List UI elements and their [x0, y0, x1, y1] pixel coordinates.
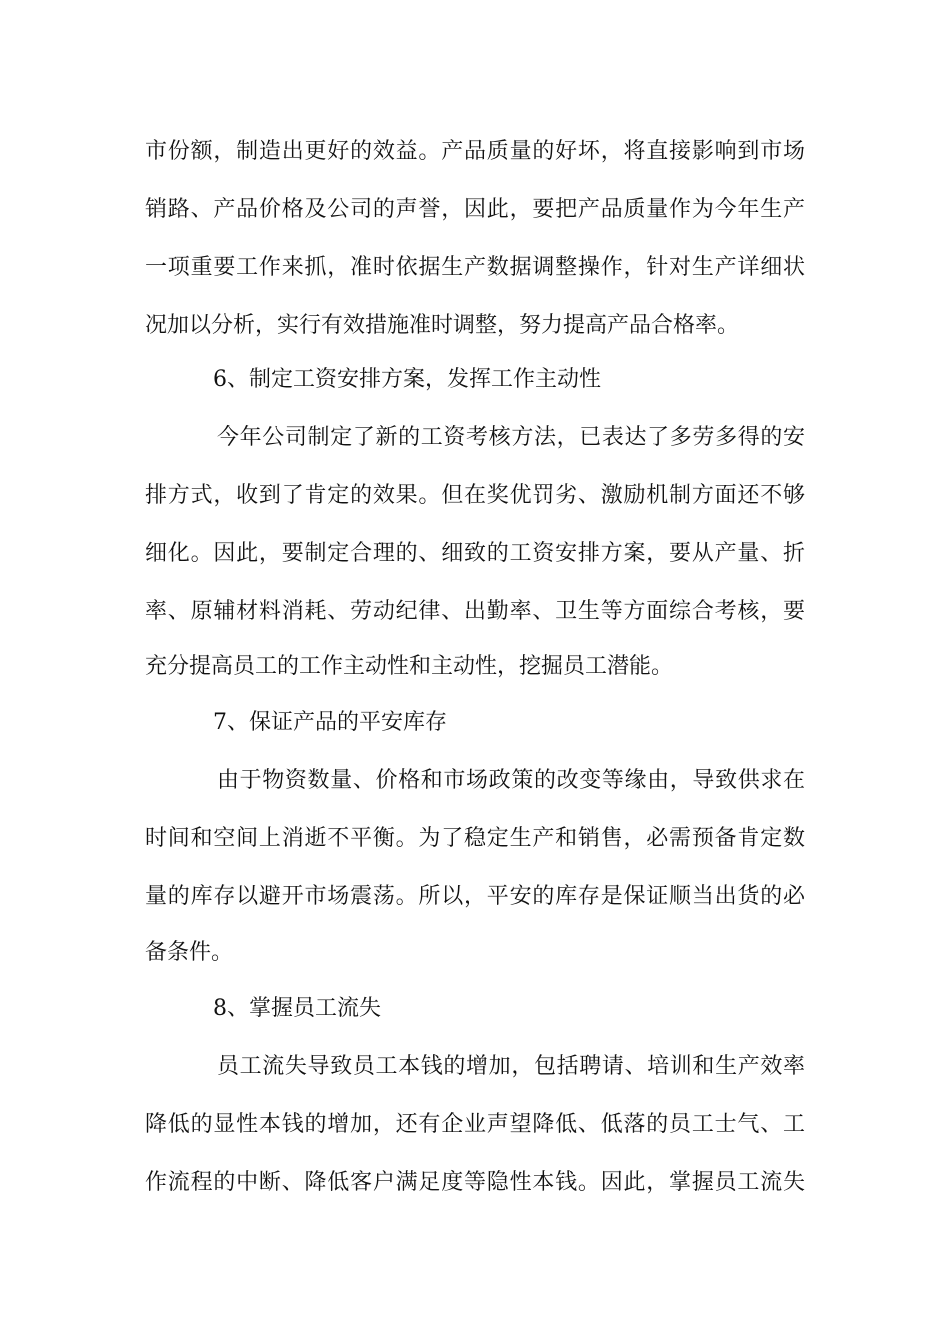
text-line: 降低的显性本钱的增加，还有企业声望降低、低落的员工士气、工 — [145, 1112, 805, 1137]
text-line: 销路、产品价格及公司的声誉，因此，要把产品质量作为今年生产 — [145, 197, 805, 222]
text-line: 作流程的中断、降低客户满足度等隐性本钱。因此，掌握员工流失 — [145, 1170, 805, 1195]
text-line: 一项重要工作来抓，准时依据生产数据调整操作，针对生产详细状 — [145, 255, 805, 280]
text-line: 率、原辅材料消耗、劳动纪律、出勤率、卫生等方面综合考核，要 — [145, 599, 805, 624]
section-heading-7: 7、保证产品的平安库存 — [213, 710, 447, 735]
section-heading-8: 8、掌握员工流失 — [213, 996, 381, 1021]
text-line: 量的库存以避开市场震荡。所以，平安的库存是保证顺当出货的必 — [145, 884, 805, 909]
text-line: 细化。因此，要制定合理的、细致的工资安排方案，要从产量、折 — [145, 541, 805, 566]
text-line: 员工流失导致员工本钱的增加，包括聘请、培训和生产效率 — [217, 1054, 805, 1079]
text-line: 由于物资数量、价格和市场政策的改变等缘由，导致供求在 — [217, 768, 805, 793]
text-line: 充分提高员工的工作主动性和主动性，挖掘员工潜能。 — [145, 654, 674, 679]
text-line: 排方式，收到了肯定的效果。但在奖优罚劣、激励机制方面还不够 — [145, 483, 805, 508]
text-line: 时间和空间上消逝不平衡。为了稳定生产和销售，必需预备肯定数 — [145, 826, 805, 851]
text-line: 备条件。 — [145, 940, 234, 965]
section-heading-6: 6、制定工资安排方案，发挥工作主动性 — [213, 367, 601, 392]
text-line: 市份额，制造出更好的效益。产品质量的好坏，将直接影响到市场 — [145, 139, 805, 164]
text-line: 况加以分析，实行有效措施准时调整，努力提高产品合格率。 — [145, 313, 740, 338]
text-line: 今年公司制定了新的工资考核方法，已表达了多劳多得的安 — [217, 425, 805, 450]
